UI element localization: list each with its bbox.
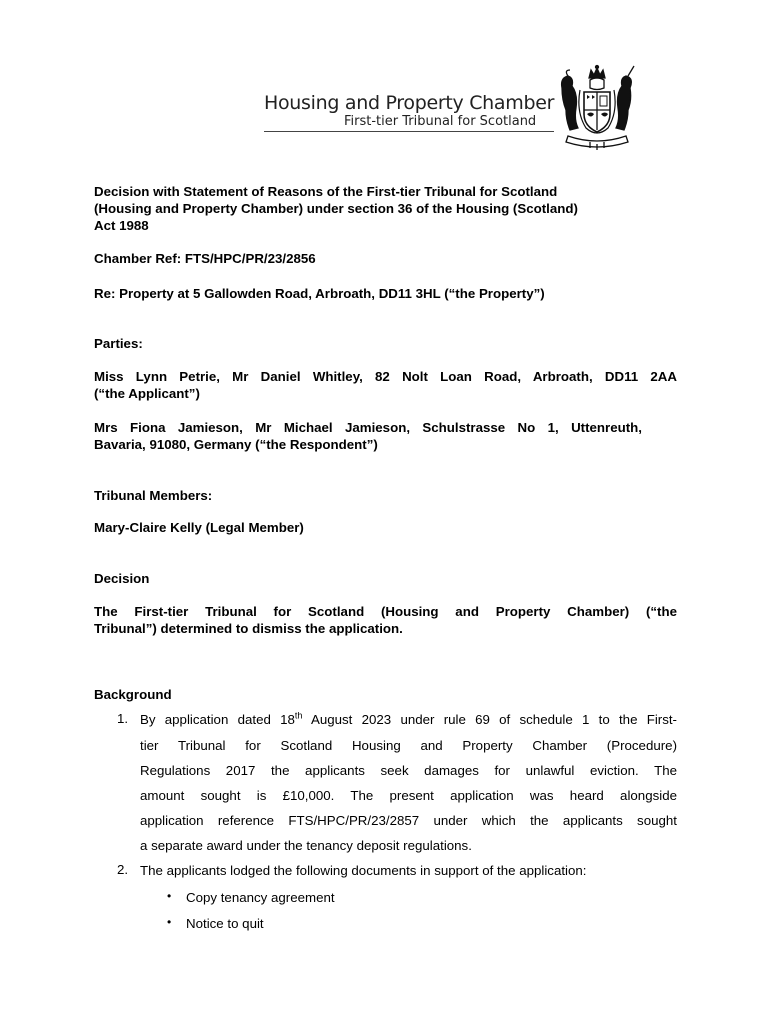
para-1-line-6: a separate award under the tenancy deposit regulations.	[140, 838, 472, 853]
decision-line-2: Tribunal”) determined to dismiss the application.	[94, 621, 403, 636]
chamber-name: Housing and Property Chamber	[264, 92, 555, 114]
heading-line-1: Decision with Statement of Reasons of the First-tier Tribunal for Scotland	[94, 184, 558, 199]
para-1-line-4: amount sought is £10,000. The present application was heard alongside	[140, 788, 677, 803]
decision-label: Decision	[94, 571, 150, 586]
para-1-line-5: application reference FTS/HPC/PR/23/2857 under which the applicants sought	[140, 813, 677, 828]
letterhead	[264, 92, 555, 129]
chamber-reference: Chamber Ref: FTS/HPC/PR/23/2856	[94, 251, 316, 266]
members-label: Tribunal Members:	[94, 488, 213, 503]
para-1-line-3: Regulations 2017 the applicants seek damages for unlawful eviction. The	[140, 763, 677, 778]
para-2-number: 2.	[117, 862, 129, 877]
decision-text	[94, 603, 677, 637]
para-1-line-1: By application dated 18th August 2023 under rule 69 of schedule 1 to the First-	[140, 710, 677, 727]
applicant-line-2: (“the Applicant”)	[94, 386, 200, 401]
applicant-block	[94, 368, 677, 402]
parties-label: Parties:	[94, 336, 143, 351]
list-item: Notice to quit	[186, 916, 264, 931]
decision-line-1: The First-tier Tribunal for Scotland (Housing and Property Chamber) (“the	[94, 604, 677, 619]
property-reference: Re: Property at 5 Gallowden Road, Arbroath, DD11 3HL (“the Property”)	[94, 286, 545, 301]
para-2-text: The applicants lodged the following documents in support of the application:	[140, 863, 587, 878]
respondent-line-2: Bavaria, 91080, Germany (“the Respondent”)	[94, 437, 378, 452]
respondent-line-1: Mrs Fiona Jamieson, Mr Michael Jamieson, Schulstrasse No 1, Uttenreuth,	[94, 420, 642, 435]
royal-coat-of-arms-icon	[556, 64, 638, 150]
para-1-number: 1.	[117, 711, 129, 726]
respondent-block	[94, 419, 642, 453]
applicant-line-1: Miss Lynn Petrie, Mr Daniel Whitley, 82 Nolt Loan Road, Arbroath, DD11 2AA	[94, 369, 677, 384]
background-label: Background	[94, 687, 172, 702]
list-item: Copy tenancy agreement	[186, 890, 335, 905]
tribunal-name: First-tier Tribunal for Scotland	[344, 114, 537, 129]
heading-line-3: Act 1988	[94, 218, 149, 233]
para-1-line-2: tier Tribunal for Scotland Housing and Property Chamber (Procedure)	[140, 738, 677, 753]
decision-heading	[94, 183, 677, 234]
legal-member: Mary-Claire Kelly (Legal Member)	[94, 520, 304, 535]
bullet-icon: •	[167, 889, 172, 903]
bullet-icon: •	[167, 915, 172, 929]
header-rule	[264, 131, 554, 132]
heading-line-2: (Housing and Property Chamber) under section 36 of the Housing (Scotland)	[94, 201, 578, 216]
